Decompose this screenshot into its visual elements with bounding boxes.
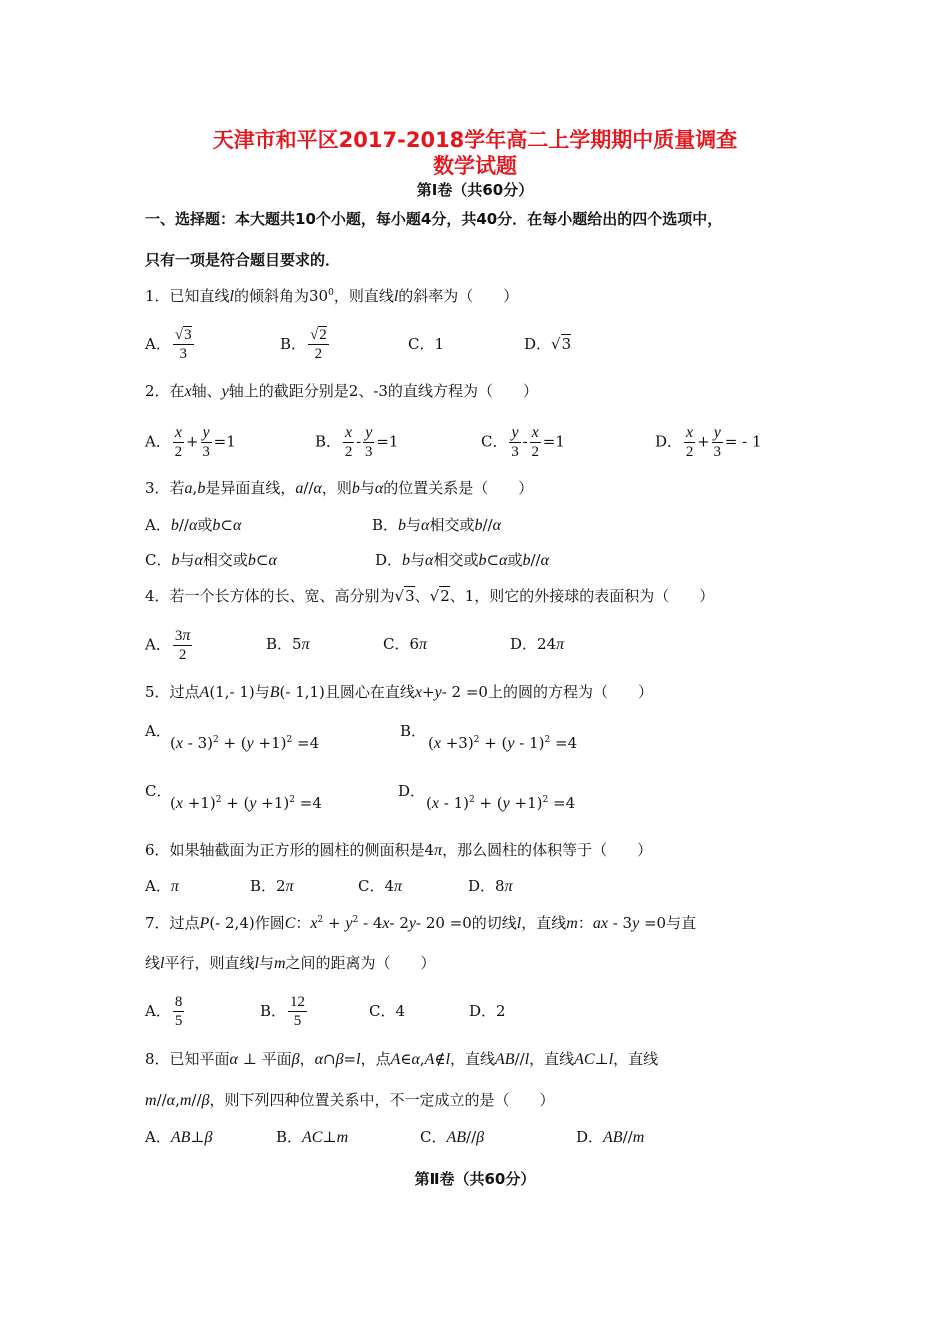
question-6-option-c: C．4π — [358, 877, 403, 895]
question-7-stem-line1: 7．过点P(- 2,4)作圆C：$x^2 + y^2 - 4x-$ 2y- 20 =0的切线l，直线m：ax - 3y =0与直 — [145, 914, 697, 932]
question-8-option-a: A．AB⊥β — [145, 1128, 213, 1146]
question-5-stem: 5．过点A(1,- 1)与B(- 1,1)且圆心在直线x+y- 2 =0上的圆的方程为（ ） — [145, 683, 653, 701]
question-5-option-a-label: A． — [145, 722, 171, 740]
part-one-heading: 第Ⅰ卷（共60分） — [416, 181, 534, 199]
question-5-option-b: $(x +3)^2 + (y - 1)^2 =4$ — [428, 734, 578, 752]
question-4-option-b: B．5π — [266, 635, 310, 653]
question-4-option-c: C．6π — [383, 635, 428, 653]
question-2-option-a: A． $\frac{x}{2}$ + $\frac{y}{3}$ =1 — [145, 424, 236, 460]
question-3-option-c: C．b与α相交或b⊂α — [145, 551, 277, 569]
question-2-option-c: C． $\frac{y}{3}$ - $\frac{x}{2}$ =1 — [481, 424, 565, 460]
question-5-option-d: $(x - 1)^2 + (y +1)^2 =4$ — [426, 794, 576, 812]
question-4-option-a: A． $\frac{3\pi}{2}$ — [145, 627, 191, 663]
question-1-option-c: C．1 — [408, 335, 445, 353]
question-3-option-a: A．b//α或b⊂α — [145, 516, 242, 534]
question-5-option-c: $(x +1)^2 + (y +1)^2 =4$ — [170, 794, 322, 812]
question-8-option-b: B．AC⊥m — [276, 1128, 349, 1146]
question-6-stem: 6．如果轴截面为正方形的圆柱的侧面积是4π，那么圆柱的体积等于（ ） — [145, 841, 653, 859]
question-2-option-b: B． $\frac{x}{2}$ - $\frac{y}{3}$ =1 — [315, 424, 399, 460]
document-subtitle: 数学试题 — [433, 154, 517, 178]
question-1-stem: 1．已知直线l的倾斜角为$30^0$，则直线l的斜率为（ ） — [145, 287, 519, 305]
question-3-stem: 3．若a,b是异面直线，a//α，则b与α的位置关系是（ ） — [145, 479, 534, 497]
question-5-option-a: $(x - 3)^2 + (y +1)^2 =4$ — [170, 734, 320, 752]
question-6-option-d: D．8π — [468, 877, 513, 895]
question-7-option-c: C．4 — [369, 1002, 406, 1020]
question-8-option-d: D．AB//m — [576, 1128, 645, 1146]
question-5-option-d-label: D． — [398, 782, 426, 800]
question-2-option-d: D． $\frac{x}{2}$ + $\frac{y}{3}$ = - 1 — [655, 424, 762, 460]
question-3-option-b: B．b与α相交或b//α — [372, 516, 501, 534]
question-5-option-c-label: C． — [145, 782, 172, 800]
question-7-option-d: D．2 — [469, 1002, 506, 1020]
question-8-option-c: C．AB//β — [420, 1128, 485, 1146]
question-2-stem: 2．在x轴、y轴上的截距分别是2、-3的直线方程为（ ） — [145, 382, 538, 400]
question-8-stem-line1: 8．已知平面α ⊥ 平面β，α∩β=l，点A∈α,A∉l，直线AB//l，直线AC⊥l，直线 — [145, 1050, 659, 1068]
question-4-stem: 4．若一个长方体的长、宽、高分别为√3、√2、1，则它的外接球的表面积为（ ） — [145, 587, 715, 605]
question-3-option-d: D．b与α相交或b⊂α或b//α — [375, 551, 549, 569]
question-4-option-d: D．24π — [510, 635, 565, 653]
question-5-option-b-label: B． — [400, 722, 427, 740]
question-6-option-b: B．2π — [250, 877, 294, 895]
question-1-option-b: B． $\frac{√2}{2}$ — [280, 327, 327, 362]
question-7-option-a: A． $\frac{8}{5}$ — [145, 994, 183, 1029]
question-6-option-a: A．π — [145, 877, 179, 895]
question-1-option-d: D．√3 — [524, 335, 572, 353]
document-title: 天津市和平区2017-2018学年高二上学期期中质量调查 — [212, 128, 738, 152]
section-instructions-line1: 一、选择题：本大题共10个小题，每小题4分，共40分．在每小题给出的四个选项中， — [145, 210, 723, 228]
question-8-stem-line2: m//α,m//β，则下列四种位置关系中，不一定成立的是（ ） — [145, 1091, 555, 1109]
question-7-stem-line2: 线l平行，则直线l与m之间的距离为（ ） — [145, 954, 436, 972]
question-7-option-b: B． $\frac{12}{5}$ — [260, 994, 306, 1029]
part-two-heading: 第Ⅱ卷（共60分） — [414, 1170, 536, 1188]
question-1-option-a: A． $\frac{√3}{3}$ — [145, 327, 192, 362]
section-instructions-line2: 只有一项是符合题目要求的． — [145, 251, 341, 269]
